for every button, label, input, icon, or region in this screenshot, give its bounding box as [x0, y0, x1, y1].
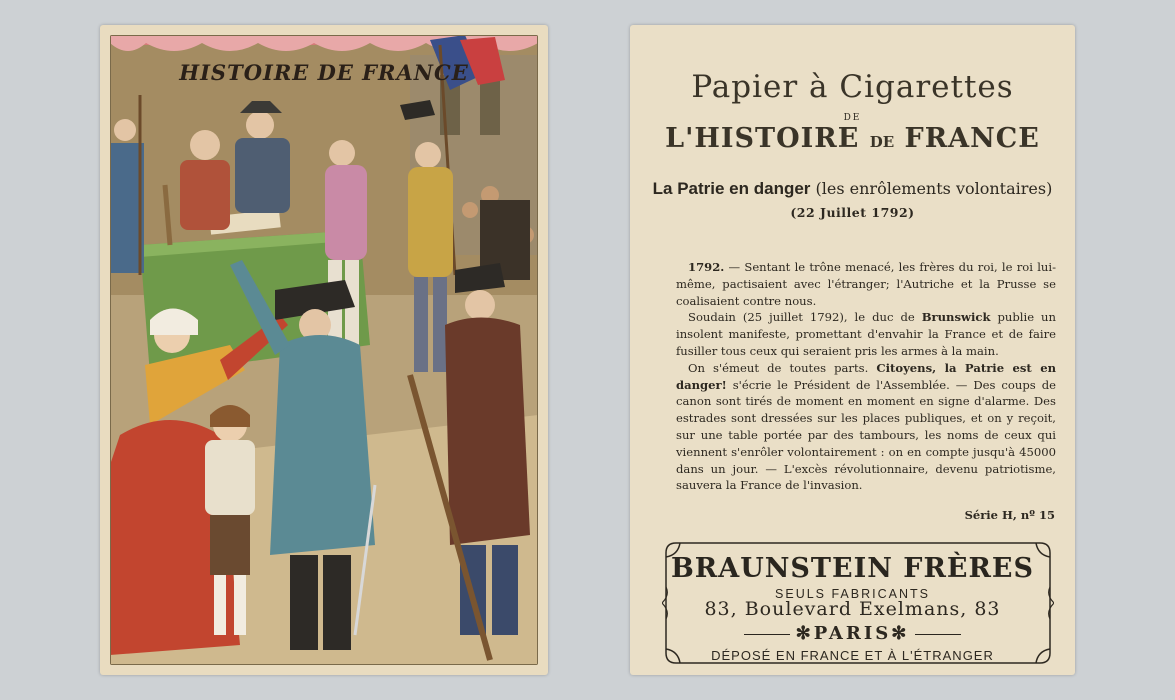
card-body-text: [676, 259, 1056, 494]
header-de-small: DE: [869, 133, 895, 151]
paragraph-2-b: publie un insolent manifeste, promettant d'envahir la France et de faire fusiller tous ceux qui seraient pris les armes à la main.: [676, 310, 1056, 358]
card-date: (22 Juillet 1792): [790, 205, 915, 220]
front-card: [100, 25, 548, 675]
back-card: [630, 25, 1075, 675]
footer-city: PARIS: [813, 623, 892, 644]
header-de: DE: [843, 113, 862, 123]
header-papier-a-cigarettes: Papier à Cigarettes: [691, 69, 1014, 105]
subtitle-paren: (les enrôlements volontaires): [815, 179, 1053, 198]
footer-city-line: ✻PARIS✻: [630, 623, 1075, 644]
paragraph-2-a: Soudain (25 juillet 1792), le duc de: [688, 310, 922, 325]
paragraph-2-bold: Brunswick: [921, 310, 991, 325]
footer-address: 83, Boulevard Exelmans, 83: [704, 598, 1001, 620]
footer-company-name: BRAUNSTEIN FRÈRES: [670, 553, 1035, 584]
illustration-scene: [110, 35, 538, 665]
paragraph-2: [676, 309, 1056, 359]
city-rule-right: [915, 634, 961, 635]
paragraph-3-a: On s'émeut de toutes parts.: [688, 360, 877, 375]
paragraph-1: [676, 259, 1056, 309]
paragraph-1-lead: 1792.: [688, 260, 725, 274]
city-rule-left: [744, 634, 790, 635]
subtitle-bold: La Patrie en danger: [652, 179, 811, 198]
footer-depose: DÉPOSÉ EN FRANCE ET À L'ÉTRANGER: [711, 648, 994, 663]
serie-label: Série H, nº 15: [964, 508, 1055, 522]
header-histoire: L'HISTOIRE: [665, 123, 860, 154]
header-france: FRANCE: [904, 123, 1040, 154]
paragraph-3: [676, 360, 1056, 494]
paragraph-1-text: — Sentant le trône menacé, les frères du roi, le roi lui-même, pactisaient avec l'étranger; l'Autriche et la Prusse se coalisaient contre nous.: [676, 260, 1056, 308]
paragraph-3-b: s'écrie le Président de l'Assemblée. — Des coups de canon sont tirés de moment en moment en signe d'alarme. Des estrades sont dressées sur les places publiques, et on y reçoit, sur une table portée par des tambours, les noms de ceux qui viennent s'enrôler volontairement : on en compte jusqu'à 45000 dans un jour. — L'excès révolutionnaire, devenu patriotisme, sauvera la France de l'invasion.: [676, 377, 1056, 493]
front-illustration: [110, 35, 538, 665]
paragraph-3-bold: Citoyens, la Patrie est en danger!: [676, 360, 1056, 392]
footer-seuls-fabricants: SEULS FABRICANTS: [775, 587, 930, 601]
front-title: HISTOIRE DE FRANCE: [179, 60, 469, 85]
header-histoire-de-france: [630, 123, 1075, 154]
card-subtitle: [630, 179, 1075, 199]
